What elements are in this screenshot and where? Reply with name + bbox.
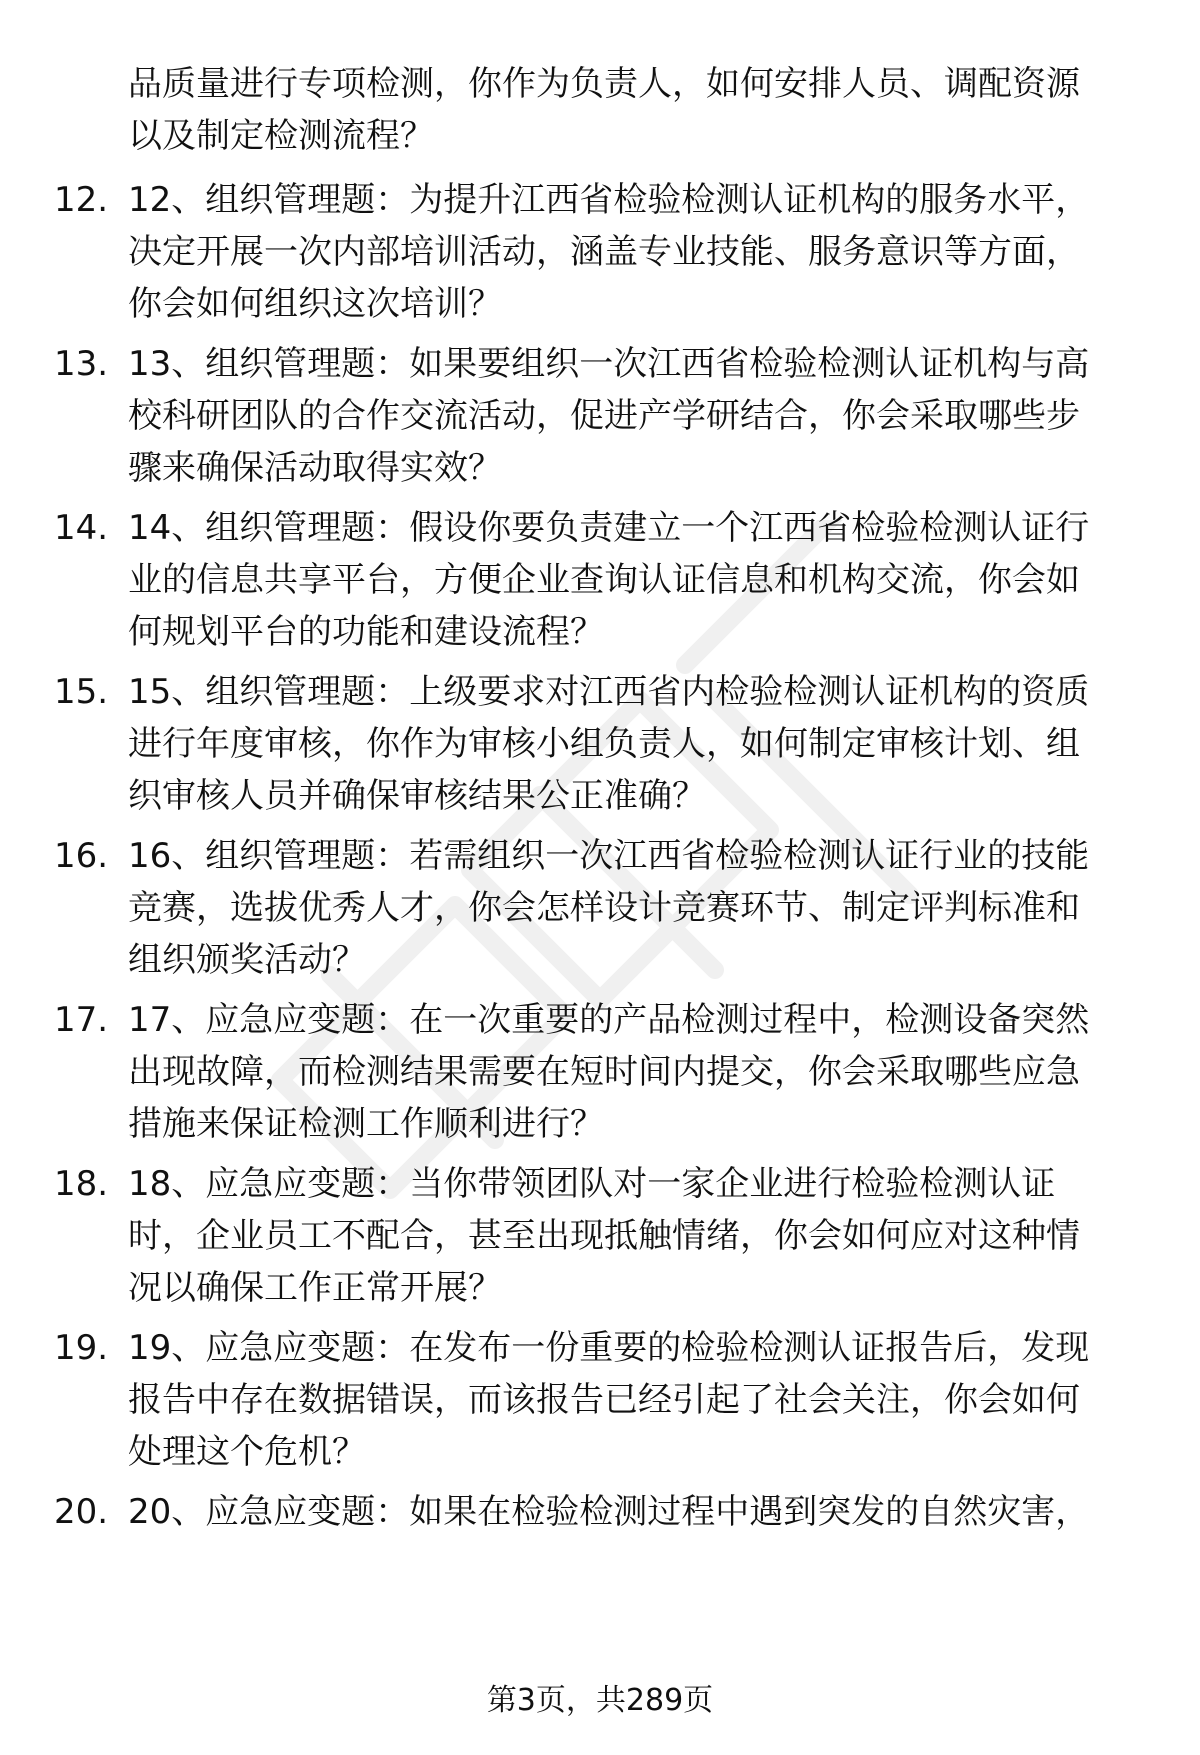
question-number: 19. [54, 1328, 109, 1368]
question-item-19 [0, 1322, 1200, 1482]
question-text: 13、组织管理题：如果要组织一次江西省检验检测认证机构与高 校科研团队的合作交流活动，促进产学研结合，你会采取哪些步 骤来确保活动取得实效？ [128, 344, 1090, 488]
question-number: 15. [54, 672, 109, 712]
question-item-16 [0, 830, 1200, 990]
question-text: 15、组织管理题：上级要求对江西省内检验检测认证机构的资质 进行年度审核，你作为审核小组负责人，如何制定审核计划、组 织审核人员并确保审核结果公正准确？ [128, 672, 1090, 816]
question-text: 12、组织管理题：为提升江西省检验检测认证机构的服务水平， 决定开展一次内部培训活动，涵盖专业技能、服务意识等方面， 你会如何组织这次培训？ [128, 180, 1090, 324]
continuation-text: 品质量进行专项检测，你作为负责人，如何安排人员、调配资源 以及制定检测流程？ [128, 64, 1080, 156]
question-number: 16. [54, 836, 109, 876]
question-text: 19、应急应变题：在发布一份重要的检验检测认证报告后，发现 报告中存在数据错误，而该报告已经引起了社会关注，你会如何 处理这个危机？ [128, 1328, 1090, 1472]
question-item-13 [0, 338, 1200, 498]
page-footer: 第3页，共289页 [486, 1683, 714, 1718]
question-number: 12. [54, 180, 109, 220]
question-item-15 [0, 666, 1200, 826]
question-item-14 [0, 502, 1200, 662]
question-item-17 [0, 994, 1200, 1154]
question-item-12 [0, 174, 1200, 334]
question-text: 17、应急应变题：在一次重要的产品检测过程中，检测设备突然 出现故障，而检测结果需要在短时间内提交，你会采取哪些应急 措施来保证检测工作顺利进行？ [128, 1000, 1090, 1144]
question-number: 13. [54, 344, 109, 384]
question-text: 16、组织管理题：若需组织一次江西省检验检测认证行业的技能 竞赛，选拔优秀人才，你会怎样设计竞赛环节、制定评判标准和 组织颁奖活动？ [128, 836, 1090, 980]
question-text: 18、应急应变题：当你带领团队对一家企业进行检验检测认证 时，企业员工不配合，甚至出现抵触情绪，你会如何应对这种情 况以确保工作正常开展？ [128, 1164, 1080, 1308]
question-text: 20、应急应变题：如果在检验检测过程中遇到突发的自然灾害， [128, 1492, 1090, 1532]
question-number: 18. [54, 1164, 109, 1204]
question-number: 20. [54, 1492, 109, 1532]
question-item-18 [0, 1158, 1200, 1318]
question-number: 17. [54, 1000, 109, 1040]
question-item-20 [0, 1486, 1200, 1646]
question-number: 14. [54, 508, 109, 548]
question-text: 14、组织管理题：假设你要负责建立一个江西省检验检测认证行 业的信息共享平台，方便企业查询认证信息和机构交流，你会如 何规划平台的功能和建设流程？ [128, 508, 1090, 652]
